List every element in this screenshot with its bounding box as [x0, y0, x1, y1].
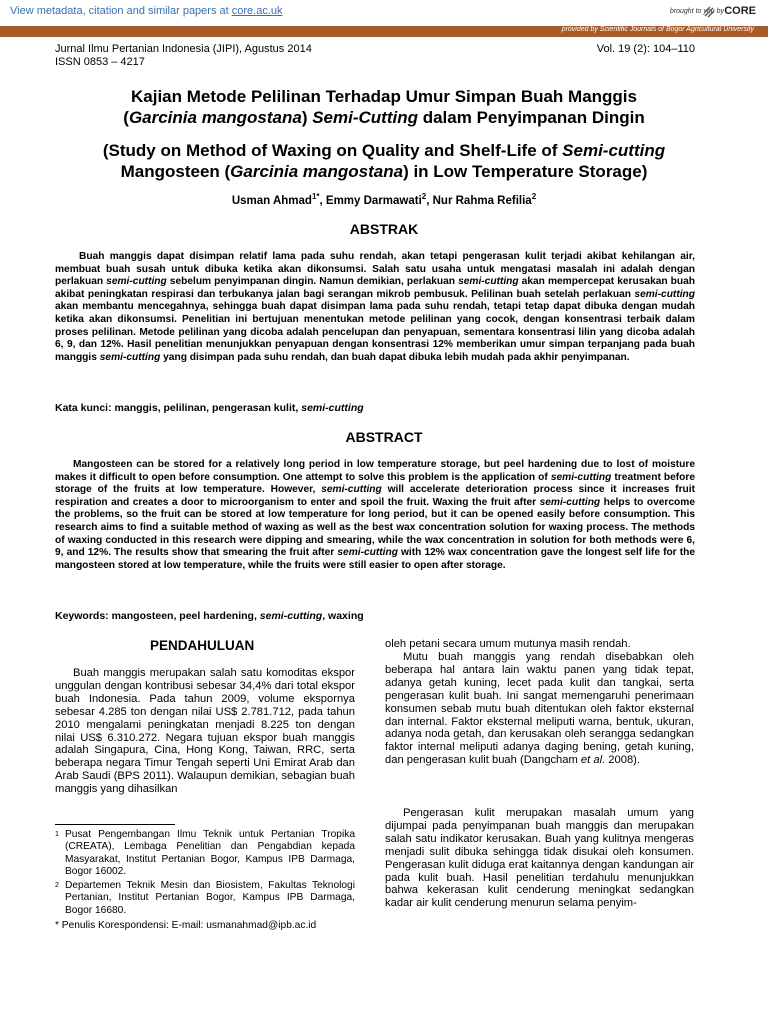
authors: Usman Ahmad$^{1*}$, Emmy Darmawati$^2$, Nur Rahma Refilia$^2$	[231, 192, 537, 207]
footnote-rule	[55, 824, 175, 825]
journal-volume: Vol. 19 (2): 104–110	[596, 43, 695, 55]
core-label[interactable]: CORE	[724, 5, 756, 17]
intro-right-continuation: oleh petani secara umum mutunya masih rendah.	[385, 638, 631, 650]
pendahuluan-heading: PENDAHULUAN	[150, 638, 255, 653]
core-logo-icon	[702, 2, 716, 20]
core-link[interactable]: core.ac.uk	[231, 5, 283, 17]
provided-by-text: provided by Scientific Journals of Bogor Agricultural University	[561, 26, 754, 33]
footnote-1: $^1$ Pusat Pengembangan Ilmu Teknik untuk Pertanian Tropika (CREATA), Lembaga Penelitian dan Pengabdian kepada Masyarakat, Institut Pertanian Bogor, Kampus IPB Darmaga, Bogor 16002.	[55, 829, 355, 878]
journal-issn: ISSN 0853 – 4217	[55, 56, 145, 68]
provider-bar	[0, 26, 768, 37]
title-en-line2: Mangosteen (Garcinia mangostana) in Low Temperature Storage)	[120, 162, 648, 181]
title-english	[0, 140, 768, 182]
intro-right-paragraph-2: Pengerasan kulit merupakan masalah umum yang dijumpai pada penyimpanan buah manggis dan merupakan salah satu indikator kerusakan. Buah yang kulitnya mengeras menjadi sulit dibuka sehingga tidak disukai oleh konsumen. Pengerasan kulit diduga erat kaitannya dengan kandungan air pada kulit buah. Hasil penelitian terdahulu menunjukkan bahwa kekerasan kulit cenderung meningkat sedangkan kadar air kulit cenderung menurun selama penyim-	[385, 807, 694, 910]
footnote-correspondence: * Penulis Korespondensi: E-mail: usmanahmad@ipb.ac.id	[55, 920, 317, 931]
footnote-2: $^2$ Departemen Teknik Mesin dan Biosistem, Fakultas Teknologi Pertanian, Institut Pertanian Bogor, Kampus IPB Darmaga, Bogor 16680.	[55, 880, 355, 916]
intro-right-paragraph-1: Mutu buah manggis yang rendah disebabkan oleh beberapa hal antara lain waktu panen yang tidak tepat, adanya getah kuning, lecet pada kulit dan tangkai, serta pengerasan kulit buah. Ini sangat memengaruhi penerimaan konsumen sebab mutu buah ditentukan oleh faktor eksternal dan internal. Faktor eksternal meliputi warna, bentuk, ukuran, adanya noda getah, dan kerusakan oleh serangga sedangkan faktor internal meliputi adanya daging bening, getah kuning, dan pengerasan kulit buah (Dangcham et al. 2008).	[385, 651, 694, 767]
abstrak-keywords: Kata kunci: manggis, pelilinan, pengerasan kulit, semi-cutting	[55, 402, 364, 414]
journal-name: Jurnal Ilmu Pertanian Indonesia (JIPI), Agustus 2014	[55, 43, 312, 55]
metadata-notice	[10, 5, 283, 17]
metadata-text: View metadata, citation and similar papers at	[10, 5, 232, 17]
abstract-keywords: Keywords: mangosteen, peel hardening, semi-cutting, waxing	[55, 610, 364, 622]
abstract-text: Mangosteen can be stored for a relatively long period in low temperature storage, but peel hardening due to lost of moisture makes it difficult to open before consumption. One attempt to solve this problem is the application of semi-cutting treatment before storage of the fruits at low temperature. However, semi-cutting will accelerate deterioration process since it increases fruit respiration and creates a door to microorganism to enter and spoil the fruit. Waxing the fruit after semi-cutting helps to overcome the problems, so the fruit can be stored at low temperature for long period, but it can be opened easily before consumption. This research aims to find a suitable method of waxing as well as the best wax concentration solution for waxing process. The methods of waxing conducted in this research were dipping and smearing, while the wax concentration in solution for both methods were 6, 9, and 12%. The results show that smearing the fruit after semi-cutting with 12% wax concentration gave the longest self life for the mangosteen stored at low temperature, while the fruits were still easier to open after storage.	[55, 459, 696, 571]
intro-left-paragraph: Buah manggis merupakan salah satu komoditas ekspor unggulan dengan kontribusi sebesar 34,4% dari total ekspor buah Indonesia. Pada tahun 2009, volume ekspornya sebesar 4.285 ton dengan nilai US$ 2.781.712, pada tahun 2010 mengalami peningkatan menjadi 8.225 ton dengan nilai US$ 6.310.272. Negara tujuan ekspor buah manggis adalah Singapura, Cina, Hong Kong, Taiwan, RRC, serta beberapa negara Timur Tengah seperti Uni Emirat Arab dan Arab Saudi (BPS 2011). Walaupun demikian, sebagian buah manggis yang dihasilkan	[55, 667, 355, 796]
abstrak-text: Buah manggis dapat disimpan relatif lama pada suhu rendah, akan tetapi pengerasan kulit terjadi akibat kehilangan air, membuat buah susah untuk dibuka ketika akan dikonsumsi. Salah satu usaha untuk mengatasi masalah ini adalah dengan perlakuan semi-cutting sebelum penyimpanan dingin. Namun demikian, perlakuan semi-cutting akan mempercepat kerusakan buah akibat peningkatan respirasi dan terbukanya jalan bagi serangan mikrob pembusuk. Pelilinan buah setelah perlakuan semi-cutting akan membantu mencegahnya, sehingga buah dapat disimpan lama pada suhu rendah, tetapi tetap dapat dibuka dengan mudah ketika akan dikonsumsi. Penelitian ini bertujuan menentukan metode pelilinan yang cocok, dengan konsentrasi terbaik dalam proses pelilinan. Metode pelilinan yang dicoba adalah pencelupan dan penyapuan, sementara konsentrasi lilin yang dicoba adalah 6, 9, dan 12%. Hasil penelitian menunjukkan penyapuan dengan konsentrasi 12% memberikan umur simpan terpanjang pada buah manggis semi-cutting yang disimpan pada suhu rendah, dan buah dapat dibuka lebih mudah pada akhir penyimpanan.	[55, 251, 696, 363]
abstrak-heading: ABSTRAK	[349, 221, 419, 237]
brought-by-text: brought to you by	[669, 8, 724, 15]
title-en-line1: (Study on Method of Waxing on Quality and Shelf-Life of Semi-cutting	[102, 141, 666, 160]
abstract-heading: ABSTRACT	[345, 429, 423, 445]
title-id-line1: Kajian Metode Pelilinan Terhadap Umur Simpan Buah Manggis	[131, 87, 637, 106]
core-banner	[0, 0, 768, 26]
title-id-line2: (Garcinia mangostana) Semi-Cutting dalam Penyimpanan Dingin	[123, 108, 645, 127]
title-indonesian	[0, 86, 768, 128]
